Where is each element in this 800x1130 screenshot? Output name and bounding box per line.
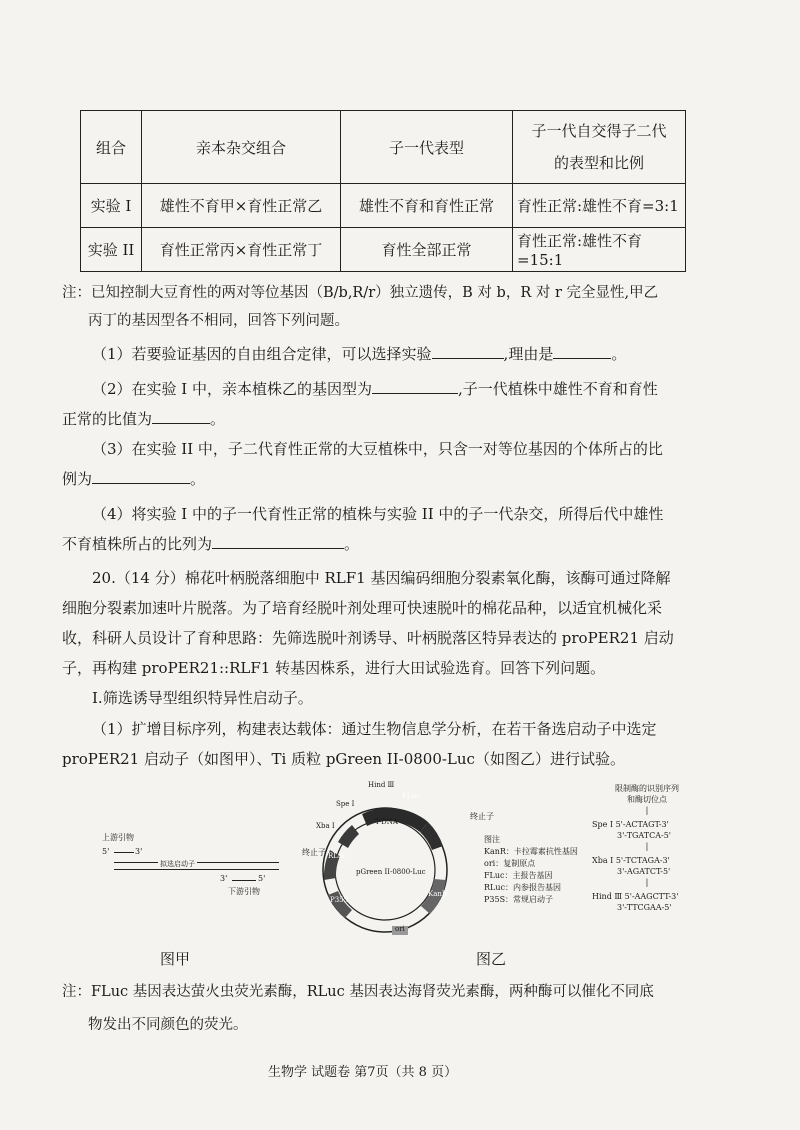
spe-site-label: Spe Ⅰ bbox=[336, 800, 355, 808]
enzyme-sequence: 3'-TGATCA-5' bbox=[617, 831, 671, 840]
figure-a bbox=[100, 825, 290, 905]
question-4: （4）将实验 I 中的子一代育性正常的植株与实验 II 中的子一代杂交，所得后代中雄性 bbox=[92, 505, 664, 523]
separator-line: | bbox=[645, 842, 649, 851]
table-cell: 雄性不育和育性正常 bbox=[341, 184, 513, 228]
legend-item: ori：复制原点 bbox=[484, 859, 536, 868]
hind-site-label: Hind Ⅲ bbox=[368, 781, 395, 789]
rluc-label: RLuc bbox=[328, 852, 347, 860]
enzyme-sequence: 3'-TTCGAA-5' bbox=[617, 903, 672, 912]
table-header-cell: 组合 bbox=[81, 111, 142, 184]
p35s-label: P35S bbox=[330, 896, 349, 904]
xba-site-label: Xba Ⅰ bbox=[316, 822, 335, 830]
legend-item: FLuc：主报告基因 bbox=[484, 871, 553, 880]
legend-item: RLuc：内参报告基因 bbox=[484, 883, 561, 892]
answer-blank[interactable] bbox=[553, 340, 611, 359]
tdna-label: T-DNA bbox=[375, 818, 398, 826]
table-cell: 育性正常:雄性不育=3:1 bbox=[513, 184, 686, 228]
q20-line: 细胞分裂素加速叶片脱落。为了培育经脱叶剂处理可快速脱叶的棉花品种，以适宜机械化采 bbox=[62, 599, 663, 617]
header-line: 子一代自交得子二代 bbox=[531, 122, 667, 140]
page-footer: 生物学 试题卷 第7页（共 8 页） bbox=[268, 1065, 458, 1080]
question-4-cont bbox=[62, 529, 359, 559]
answer-blank[interactable] bbox=[432, 340, 504, 359]
q20-sub-line: proPER21 启动子（如图甲）、Ti 质粒 pGreen II-0800-Luc（如图乙）进行试验。 bbox=[62, 750, 625, 768]
answer-blank[interactable] bbox=[212, 530, 344, 549]
table-header-row bbox=[81, 111, 686, 184]
question-3-cont bbox=[62, 464, 205, 494]
table-row bbox=[81, 228, 686, 272]
target-promoter-label: 拟选启动子 bbox=[160, 860, 195, 868]
upper-primer-label: 上游引物 bbox=[102, 833, 134, 842]
enzyme-row bbox=[592, 855, 702, 866]
answer-blank[interactable] bbox=[152, 405, 210, 424]
question-2-cont bbox=[62, 404, 225, 434]
terminator-segment-left bbox=[338, 825, 359, 848]
terminator-top-label: 终止子 bbox=[470, 812, 494, 821]
question-text: ,理由是 bbox=[503, 345, 554, 363]
section-heading: I.筛选诱导型组织特异性启动子。 bbox=[92, 689, 313, 707]
ori-label: ori bbox=[395, 925, 405, 933]
table-cell: 育性全部正常 bbox=[341, 228, 513, 272]
plasmid-name: pGreen II-0800-Luc bbox=[356, 868, 426, 876]
header-line: 的表型和比例 bbox=[553, 154, 644, 172]
enzyme-sequence: 5'-AAGCTT-3' bbox=[624, 892, 679, 901]
genetics-table bbox=[80, 110, 686, 272]
enzyme-row bbox=[592, 819, 702, 830]
table-header-cell bbox=[513, 111, 686, 184]
question-3: （3）在实验 II 中，子二代育性正常的大豆植株中，只含一对等位基因的个体所占的比 bbox=[92, 440, 663, 458]
primer-3-end: 3' bbox=[135, 847, 143, 856]
table-cell: 雄性不育甲×育性正常乙 bbox=[142, 184, 341, 228]
answer-blank[interactable] bbox=[372, 375, 458, 394]
question-text: 正常的比值为 bbox=[62, 410, 153, 428]
enzyme-name: Spe Ⅰ bbox=[592, 820, 614, 829]
question-text: （2）在实验 I 中，亲本植株乙的基因型为 bbox=[92, 380, 373, 398]
enzyme-sequence: 5'-ACTAGT-3' bbox=[615, 820, 669, 829]
note-line: 注：FLuc 基因表达萤火虫荧光素酶，RLuc 基因表达海肾荧光素酶，两种酶可以催化不同底 bbox=[62, 984, 654, 1000]
question-text: 。 bbox=[611, 345, 627, 363]
table-header-cell: 子一代表型 bbox=[341, 111, 513, 184]
table-cell: 实验 I bbox=[81, 184, 142, 228]
enzyme-name: Xba Ⅰ bbox=[592, 856, 614, 865]
q20-sub-line: （1）扩增目标序列，构建表达载体：通过生物信息学分析，在若干备选启动子中选定 bbox=[92, 720, 657, 738]
legend-item: KanR：卡拉霉素抗性基因 bbox=[484, 847, 578, 856]
question-text: 。 bbox=[344, 535, 360, 553]
q20-line: 子，再构建 proPER21::RLF1 转基因株系，进行大田试验选育。回答下列问题。 bbox=[62, 659, 606, 677]
enzyme-title: 限制酶的识别序列 bbox=[615, 784, 679, 793]
figure-b-caption: 图乙 bbox=[476, 950, 507, 968]
primer-5-end: 5' bbox=[258, 874, 266, 883]
enzyme-name: Hind Ⅲ bbox=[592, 892, 623, 901]
lower-primer-arrow bbox=[232, 880, 256, 881]
question-text: （1）若要验证基因的自由组合定律，可以选择实验 bbox=[92, 345, 432, 363]
legend-title: 图注 bbox=[484, 835, 500, 844]
enzyme-sequence: 3'-AGATCT-5' bbox=[617, 867, 671, 876]
enzyme-sites bbox=[592, 783, 702, 913]
question-text: 。 bbox=[190, 470, 206, 488]
table-cell: 实验 II bbox=[81, 228, 142, 272]
plasmid-diagram bbox=[300, 780, 470, 950]
question-1 bbox=[92, 339, 626, 369]
kanr-label: KanR bbox=[428, 890, 448, 898]
note-line: 丙丁的基因型各不相同，回答下列问题。 bbox=[88, 313, 349, 329]
separator-line: | bbox=[645, 806, 649, 815]
enzyme-title: 和酶切位点 bbox=[627, 795, 667, 804]
question-text: ,子一代植株中雄性不育和育性 bbox=[458, 380, 658, 398]
fluc-label: FLuc bbox=[402, 792, 420, 800]
question-2 bbox=[92, 374, 658, 404]
table-row bbox=[81, 184, 686, 228]
dna-strand-bottom bbox=[114, 869, 279, 870]
q20-line: 收，科研人员设计了育种思路：先筛选脱叶剂诱导、叶柄脱落区特异表达的 proPER21 启动 bbox=[62, 629, 674, 647]
enzyme-sequence: 5'-TCTAGA-3' bbox=[615, 856, 670, 865]
table-header-cell: 亲本杂交组合 bbox=[142, 111, 341, 184]
enzyme-row bbox=[592, 891, 702, 902]
note-line: 物发出不同颜色的荧光。 bbox=[88, 1017, 248, 1033]
legend-item: P35S：常规启动子 bbox=[484, 895, 554, 904]
figure-a-caption: 图甲 bbox=[160, 950, 191, 968]
table-cell: 育性正常:雄性不育=15:1 bbox=[513, 228, 686, 272]
note-line: 注：已知控制大豆育性的两对等位基因（B/b,R/r）独立遗传，B 对 b，R 对 r 完全显性,甲乙 bbox=[62, 285, 659, 301]
question-text: 不育植株所占的比列为 bbox=[62, 535, 213, 553]
primer-5-end: 5' bbox=[102, 847, 110, 856]
primer-3-end: 3' bbox=[220, 874, 228, 883]
question-text: 例为 bbox=[62, 470, 93, 488]
table-cell: 育性正常丙×育性正常丁 bbox=[142, 228, 341, 272]
figure-legend bbox=[484, 834, 578, 906]
terminator-left-label: 终止子 bbox=[302, 848, 326, 857]
q20-line: 20.（14 分）棉花叶柄脱落细胞中 RLF1 基因编码细胞分裂素氧化酶，该酶可通过降解 bbox=[92, 569, 671, 587]
answer-blank[interactable] bbox=[92, 465, 190, 484]
upper-primer-arrow bbox=[114, 852, 134, 853]
lower-primer-label: 下游引物 bbox=[228, 887, 260, 896]
separator-line: | bbox=[645, 878, 649, 887]
question-text: 。 bbox=[210, 410, 226, 428]
